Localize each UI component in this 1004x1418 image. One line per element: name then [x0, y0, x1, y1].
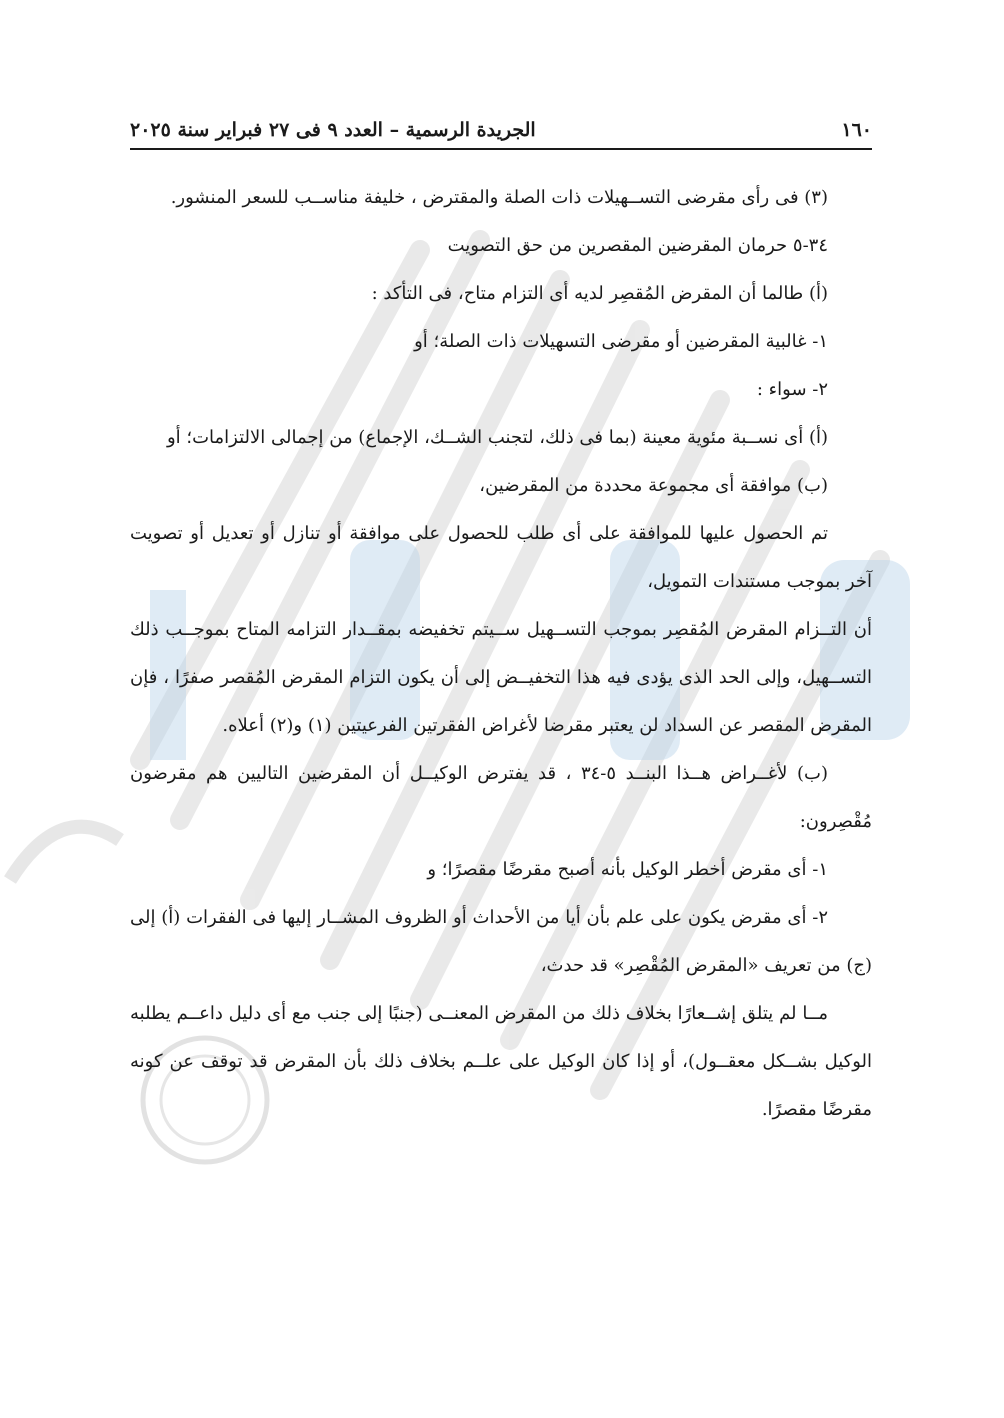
- paragraph: ١- غالبية المقرضين أو مقرضى التسهيلات ذات الصلة؛ أو: [414, 331, 828, 352]
- paragraph: مــا لم يتلق إشــعارًا بخلاف ذلك من المقرض المعنــى (جنبًا إلى جنب مع أى دليل داعــم يطلبه الوكيل بشــكل معقــول)، أو إذا كان الوكيل على علــم بخلاف ذلك بأن المقرض قد توقف عن كونه مقرضًا مقصرًا.: [130, 1003, 872, 1120]
- paragraph: (أ) أى نســبة مئوية معينة (بما فى ذلك، لتجنب الشــك، الإجماع) من إجمالى الالتزامات؛ أو: [166, 427, 828, 448]
- paragraph: ٢- أى مقرض يكون على علم بأن أيا من الأحداث أو الظروف المشــار إليها فى الفقرات (أ) إلى (ج) من تعريف «المقرض المُقْصِر» قد حدث،: [130, 907, 872, 976]
- document-body: [130, 174, 872, 1134]
- document-page: [130, 112, 872, 1134]
- running-title: الجريدة الرسمية – العدد ٩ فى ٢٧ فبراير سنة ٢٠٢٥: [130, 119, 536, 141]
- paragraph: ١- أى مقرض أخطر الوكيل بأنه أصبح مقرضًا مقصرًا؛ و: [427, 859, 828, 880]
- page-number: ١٦٠: [841, 119, 872, 141]
- paragraph: ٣٤-٥ حرمان المقرضين المقصرين من حق التصويت: [447, 235, 828, 256]
- page-header: [130, 112, 872, 150]
- paragraph: (ب) موافقة أى مجموعة محددة من المقرضين،: [479, 475, 828, 496]
- paragraph: ٢- سواء :: [756, 379, 828, 400]
- paragraph: (٣) فى رأى مقرضى التســهيلات ذات الصلة والمقترض ، خليفة مناســب للسعر المنشور.: [170, 187, 828, 208]
- paragraph: تم الحصول عليها للموافقة على أى طلب للحصول على موافقة أو تنازل أو تعديل أو تصويت آخر بموجب مستندات التمويل،: [130, 523, 872, 592]
- paragraph: (أ) طالما أن المقرض المُقصِر لديه أى التزام متاح، فى التأكد :: [371, 283, 828, 304]
- paragraph: أن التــزام المقرض المُقصِر بموجب التســهيل ســيتم تخفيضه بمقــدار التزامه المتاح بموجــب ذلك التســهيل، وإلى الحد الذى يؤدى فيه هذا التخفيــض إلى أن يكون التزام المقرض المُقصر صفرًا ، فإن المقرض المقصر عن السداد لن يعتبر مقرضا لأغراض الفقرتين الفرعيتين (١) و(٢) أعلاه.: [130, 619, 872, 736]
- paragraph: (ب) لأغــراض هــذا البنــد ٥-٣٤ ، قد يفترض الوكيــل أن المقرضين التاليين هم مقرضون مُقْصِرون:: [130, 763, 872, 832]
